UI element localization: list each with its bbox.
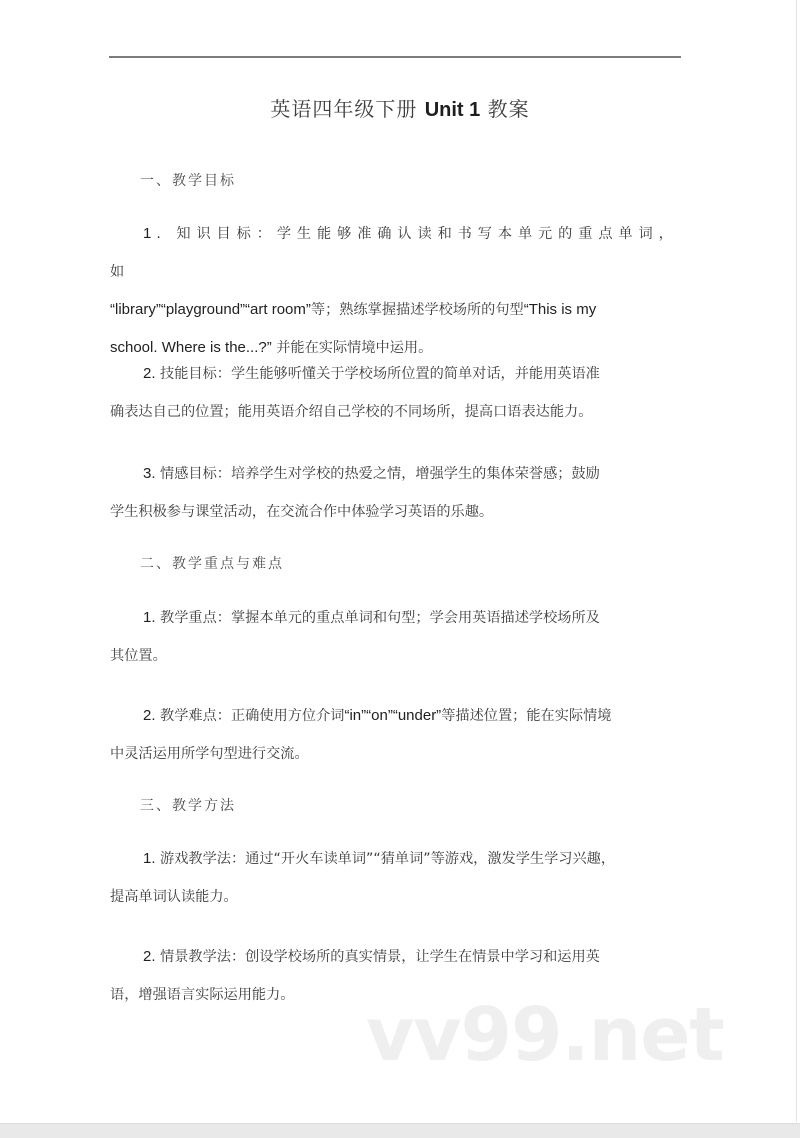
item-text-en: “library”“playground”“art room”	[110, 301, 311, 318]
item-text: 教学难点：正确使用方位介词	[160, 708, 345, 724]
item-text: 情感目标：培养学生对学校的热爱之情，增强学生的集体荣誉感；鼓励	[160, 466, 600, 482]
item-number: 1.	[143, 850, 156, 867]
objective-skills	[110, 355, 678, 431]
item-text: 语，增强语言实际运用能力。	[110, 987, 295, 1003]
item-text-en: “This is my	[523, 301, 597, 318]
item-number: 2.	[143, 707, 156, 724]
item-text: 学生积极参与课堂活动，在交流合作中体验学习英语的乐趣。	[110, 504, 494, 520]
item-number: 1.	[143, 225, 166, 242]
item-text: 等描述位置；能在实际情境	[441, 708, 612, 724]
item-text: 知识目标：学生能够准确认读和书写本单元的重点单词，如	[110, 226, 678, 280]
section-heading-methods: 三、教学方法	[140, 798, 236, 814]
objective-knowledge	[110, 215, 678, 367]
page-title	[0, 93, 800, 122]
title-cn-prefix: 英语四年级下册	[270, 97, 418, 121]
item-text: 并能在实际情境中运用。	[271, 340, 433, 356]
item-number: 3.	[143, 465, 156, 482]
page-bottom-edge	[0, 1123, 800, 1138]
item-text: 等；熟练掌握描述学校场所的句型	[310, 302, 524, 318]
item-text: 确表达自己的位置；能用英语介绍自己学校的不同场所，提高口语表达能力。	[110, 404, 593, 420]
item-number: 2.	[143, 365, 156, 382]
key-point	[110, 599, 678, 675]
item-text-en: “in”“on”“under”	[344, 707, 442, 724]
difficult-point	[110, 697, 678, 773]
item-text: 情景教学法：创设学校场所的真实情景，让学生在情景中学习和运用英	[160, 949, 600, 965]
header-rule	[109, 56, 681, 58]
item-text: 教学重点：掌握本单元的重点单词和句型；学会用英语描述学校场所及	[160, 610, 600, 626]
item-number: 2.	[143, 948, 156, 965]
item-text: 其位置。	[110, 648, 167, 664]
section-heading-key-points: 二、教学重点与难点	[140, 556, 284, 572]
section-heading-objectives: 一、教学目标	[140, 173, 236, 189]
item-text: 游戏教学法：通过“开火车读单词”“猜单词”等游戏，激发学生学习兴趣，	[160, 851, 616, 867]
objective-emotion	[110, 455, 678, 531]
item-text: 技能目标：学生能够听懂关于学校场所位置的简单对话，并能用英语准	[160, 366, 600, 382]
item-number: 1.	[143, 609, 156, 626]
item-text-en: school. Where is the...?”	[110, 339, 272, 356]
item-text: 中灵活运用所学句型进行交流。	[110, 746, 309, 762]
title-unit: Unit 1	[424, 99, 481, 121]
method-game	[110, 840, 678, 916]
item-text: 提高单词认读能力。	[110, 889, 238, 905]
watermark: vv99.net	[366, 992, 724, 1078]
title-cn-suffix: 教案	[487, 97, 530, 121]
